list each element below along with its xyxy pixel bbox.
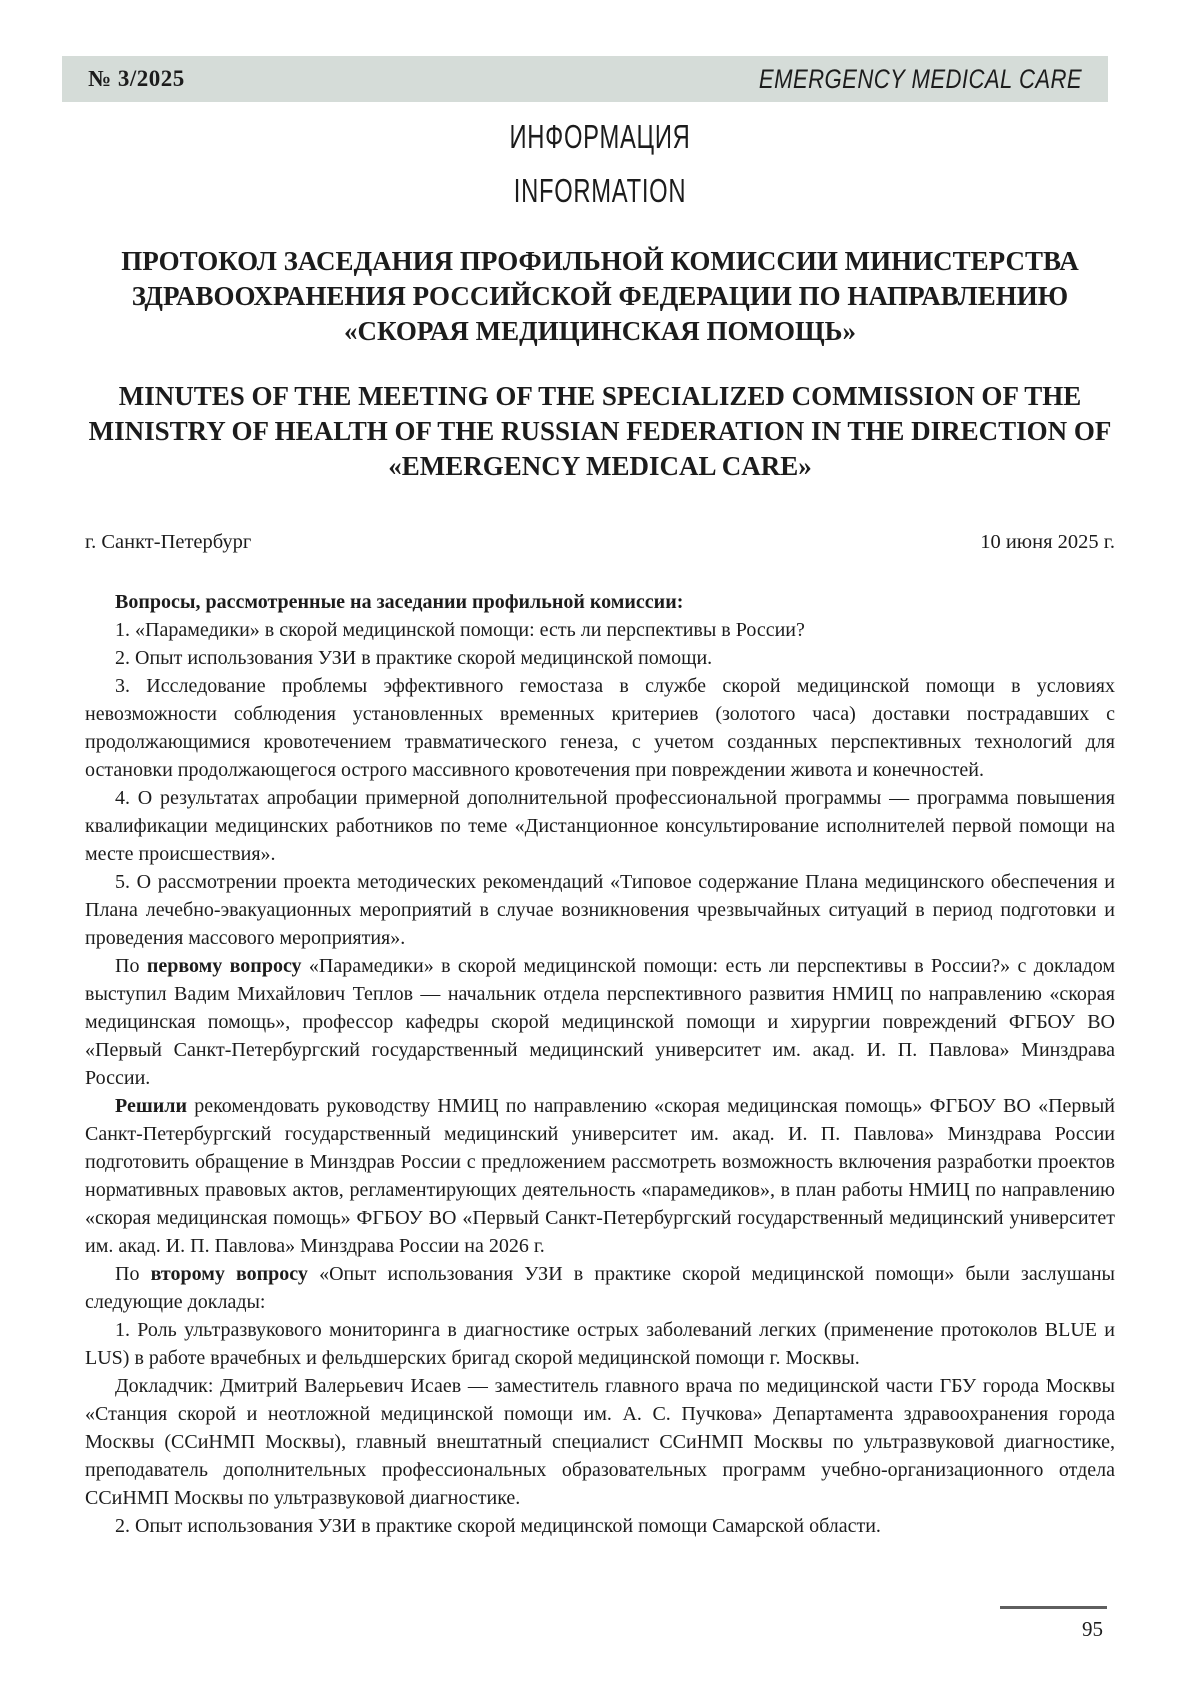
paragraph-bold-text: второму вопросу xyxy=(150,1262,308,1285)
paragraph xyxy=(85,1260,1115,1316)
paragraph-text: 4. О результатах апробации примерной дополнительной профессиональной программы — программа повышения квалификации медицинских работников по теме «Дистанционное консультирование исполнителей первой помощи на месте происшествия». xyxy=(85,786,1115,865)
paragraph-text: «Опыт использования УЗИ в практике скорой медицинской помощи» были заслушаны следующие доклады: xyxy=(85,1262,1115,1313)
paragraph-text: Докладчик: Дмитрий Валерьевич Исаев — заместитель главного врача по медицинской части ГБУ города Москвы «Станция скорой и неотложной медицинской помощи им. А. С. Пучкова» Департамента здравоохранения города Москвы (ССиНМП Москвы), главный внештатный специалист ССиНМП Москвы по ультразвуковой диагностике, преподаватель дополнительных профессиональных образовательных программ учебно-организационного отдела ССиНМП Москвы по ультразвуковой диагностике. xyxy=(85,1374,1115,1509)
paragraph xyxy=(85,1092,1115,1260)
page-number: 95 xyxy=(1082,1617,1103,1641)
meeting-date: 10 июня 2025 г. xyxy=(980,530,1115,553)
paragraph-text: 2. Опыт использования УЗИ в практике скорой медицинской помощи. xyxy=(115,646,713,669)
page-header-bar xyxy=(62,56,1108,102)
paragraph xyxy=(85,868,1115,952)
section-heading-ru: ИНФОРМАЦИЯ xyxy=(509,118,691,155)
paragraph xyxy=(85,1372,1115,1512)
paragraph-text: 1. Роль ультразвукового мониторинга в диагностике острых заболеваний легких (применение протоколов BLUE и LUS) в работе врачебных и фельдшерских бригад скорой медицинской помощи г. Москвы. xyxy=(85,1318,1115,1369)
article-title-ru: ПРОТОКОЛ ЗАСЕДАНИЯ ПРОФИЛЬНОЙ КОМИССИИ МИНИСТЕРСТВА ЗДРАВООХРАНЕНИЯ РОССИЙСКОЙ ФЕДЕРАЦИИ ПО НАПРАВЛЕНИЮ «СКОРАЯ МЕДИЦИНСКАЯ ПОМОЩЬ» xyxy=(121,246,1079,347)
paragraph xyxy=(85,1316,1115,1372)
paragraph-text: 1. «Парамедики» в скорой медицинской помощи: есть ли перспективы в России? xyxy=(115,618,805,641)
page-footer xyxy=(1000,1606,1107,1642)
meeting-place: г. Санкт-Петербург xyxy=(85,530,252,553)
place-date-row xyxy=(85,531,1115,554)
article-title-en: MINUTES OF THE MEETING OF THE SPECIALIZED COMMISSION OF THE MINISTRY OF HEALTH OF THE RUSSIAN FEDERATION IN THE DIRECTION OF «EMERGENCY MEDICAL CARE» xyxy=(88,381,1112,482)
paragraph xyxy=(85,644,1115,672)
paragraph-text: 3. Исследование проблемы эффективного гемостаза в службе скорой медицинской помощи в условиях невозможности соблюдения установленных временных критериев (золотого часа) доставки пострадавших с продолжающимися кровотечением травматического генеза, с учетом созданных перспективных технологий для остановки продолжающегося острого массивного кровотечения при повреждении живота и конечностей. xyxy=(85,674,1115,781)
journal-title: EMERGENCY MEDICAL CARE xyxy=(758,63,1082,94)
paragraph-bold-text: первому вопросу xyxy=(146,954,302,977)
paragraph xyxy=(85,784,1115,868)
paragraph-text: По xyxy=(115,954,147,977)
footer-rule xyxy=(1000,1606,1107,1609)
body-paragraphs xyxy=(85,588,1115,1540)
paragraph-text: 2. Опыт использования УЗИ в практике скорой медицинской помощи Самарской области. xyxy=(115,1514,881,1537)
paragraph-text: По xyxy=(115,1262,151,1285)
paragraph xyxy=(85,1512,1115,1540)
paragraph xyxy=(85,588,1115,616)
paragraph-text: 5. О рассмотрении проекта методических рекомендаций «Типовое содержание Плана медицинского обеспечения и Плана лечебно-эвакуационных мероприятий в случае возникновения чрезвычайных ситуаций в период подготовки и проведения массового мероприятия». xyxy=(85,870,1115,949)
paragraph-bold-text: Вопросы, рассмотренные на заседании профильной комиссии: xyxy=(115,590,684,613)
paragraph xyxy=(85,672,1115,784)
issue-number: № 3/2025 xyxy=(88,66,185,91)
paragraph xyxy=(85,952,1115,1092)
section-heading-en: INFORMATION xyxy=(513,172,687,209)
paragraph-text: рекомендовать руководству НМИЦ по направлению «скорая медицинская помощь» ФГБОУ ВО «Первый Санкт-Петербургский государственный медицинский университет им. акад. И. П. Павлова» Минздрава России подготовить обращение в Минздрав России с предложением рассмотреть возможность включения разработки проектов нормативных правовых актов, регламентирующих деятельность «парамедиков», в план работы НМИЦ по направлению «скорая медицинская помощь» ФГБОУ ВО «Первый Санкт-Петербургский государственный медицинский университет им. акад. И. П. Павлова» Минздрава России на 2026 г. xyxy=(85,1094,1115,1257)
paragraph-bold-text: Решили xyxy=(115,1094,187,1117)
paragraph xyxy=(85,616,1115,644)
paragraph-text: «Парамедики» в скорой медицинской помощи: есть ли перспективы в России?» с докладом выступил Вадим Михайлович Теплов — начальник отдела перспективного развития НМИЦ по направлению «скорая медицинская помощь», профессор кафедры скорой медицинской помощи и хирургии повреждений ФГБОУ ВО «Первый Санкт-Петербургский государственный медицинский университет им. акад. И. П. Павлова» Минздрава России. xyxy=(85,954,1115,1089)
